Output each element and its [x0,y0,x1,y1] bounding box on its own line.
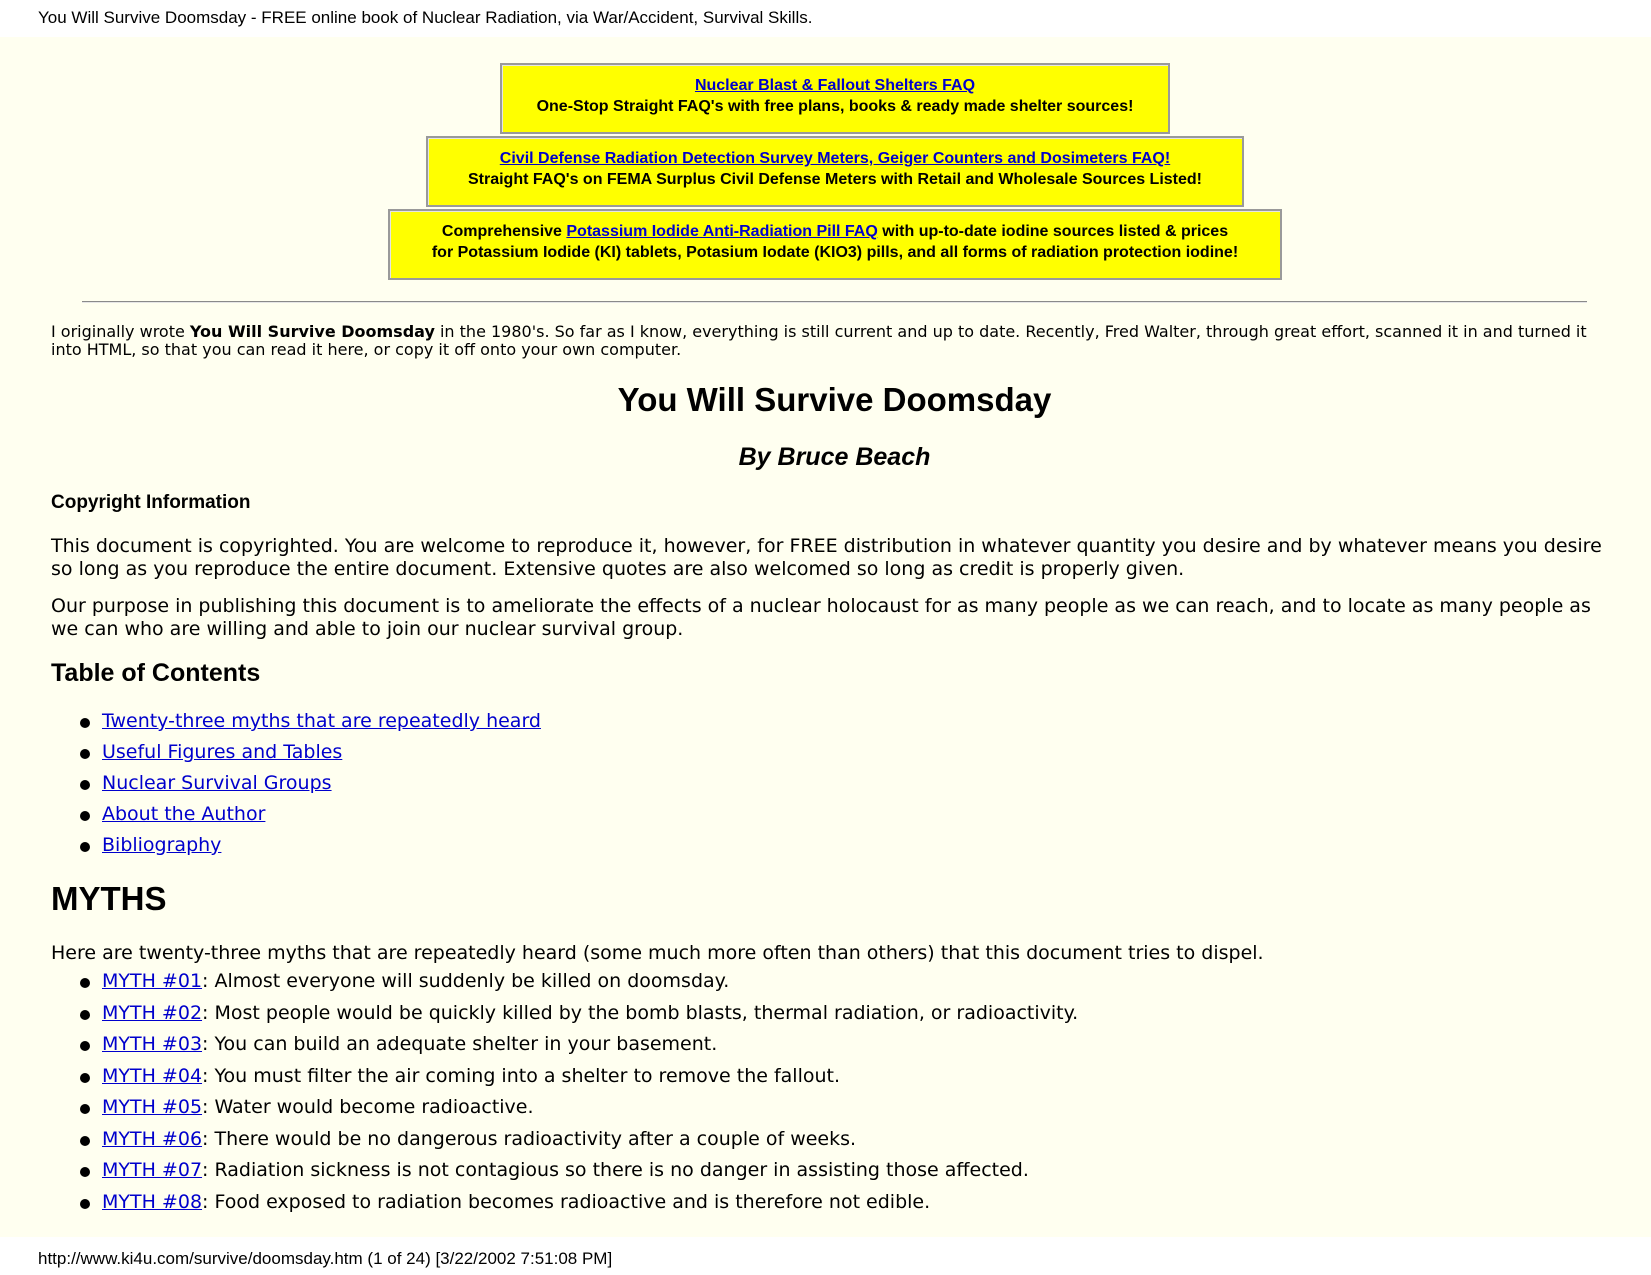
purpose-paragraph: Our purpose in publishing this document is to ameliorate the effects of a nuclear holocaust for as many people as we can reach, and to locate as many people as we can who are willing and able to join our nuclear survival group. [51,595,1591,640]
intro-post: in the 1980's. So far as I know, everything is still current and up to date. Recently, Fred Walter, through great effort, scanned it in and turned it into HTML, so that you can read it here, or copy it off onto your own computer. [51,322,1587,359]
myth-link[interactable]: MYTH #07 [102,1159,203,1181]
meters-promo-text: Straight FAQ's on FEMA Surplus Civil Defense Meters with Retail and Wholesale Sources Listed! [467,171,1202,188]
list-item [0,998,1078,1030]
bullet-icon [80,1136,90,1146]
myth-text: : Almost everyone will suddenly be killed on doomsday. [202,970,730,992]
intro-book-title: You Will Survive Doomsday [189,322,435,341]
bullet-icon [80,1010,90,1020]
meters-promo-box [426,136,1244,207]
myth-text: : Food exposed to radiation becomes radioactive and is therefore not edible. [202,1190,931,1213]
bullet-icon [80,749,90,759]
myths-list [0,966,1078,1218]
myth-link[interactable]: MYTH #01 [102,970,203,992]
toc-link-author[interactable]: About the Author [102,803,266,825]
toc-link-bibliography[interactable]: Bibliography [102,834,222,856]
shelters-promo-text: One-Stop Straight FAQ's with free plans, books & ready made shelter sources! [536,98,1134,115]
page-body [0,37,1651,1237]
myth-link[interactable]: MYTH #03 [102,1033,203,1055]
toc-list [0,706,541,861]
myth-link[interactable]: MYTH #05 [102,1096,203,1118]
myth-text: : Water would become radioactive. [202,1096,534,1118]
bullet-icon [80,1104,90,1114]
list-item [0,1124,1078,1156]
toc-link-groups[interactable]: Nuclear Survival Groups [102,772,332,794]
iodide-promo-pre: Comprehensive [441,223,567,240]
meters-faq-link[interactable]: Civil Defense Radiation Detection Survey Meters, Geiger Counters and Dosimeters FAQ! [499,150,1171,167]
page-title: You Will Survive Doomsday [617,381,1052,418]
myth-text: : Radiation sickness is not contagious so there is no danger in assisting those affected. [202,1159,1029,1181]
myth-text: : You must filter the air coming into a shelter to remove the fallout. [202,1064,841,1087]
iodide-promo-line2: for Potassium Iodide (KI) tablets, Potasium Iodate (KIO3) pills, and all forms of radiation protection iodine! [431,244,1239,261]
horizontal-rule [82,301,1587,303]
bullet-icon [80,1073,90,1083]
iodide-promo-post: with up-to-date iodine sources listed & prices [877,223,1229,240]
myth-link[interactable]: MYTH #06 [102,1127,203,1150]
intro-pre: I originally wrote [51,322,190,341]
toc-link-figures[interactable]: Useful Figures and Tables [102,741,343,763]
author-byline: By Bruce Beach [738,443,931,471]
list-item [0,799,541,830]
bullet-icon [80,1167,90,1177]
list-item [0,1029,1078,1061]
myth-text: : There would be no dangerous radioactivity after a couple of weeks. [202,1127,857,1150]
bullet-icon [80,718,90,728]
bullet-icon [80,1199,90,1209]
bullet-icon [80,780,90,790]
list-item [0,706,541,737]
myths-intro: Here are twenty-three myths that are repeatedly heard (some much more often than others) that this document tries to dispel. [51,942,1264,964]
copyright-heading: Copyright Information [51,492,251,513]
toc-heading: Table of Contents [51,659,261,687]
myths-heading: MYTHS [51,880,167,917]
copyright-paragraph: This document is copyrighted. You are welcome to reproduce it, however, for FREE distribution in whatever quantity you desire and by whatever means you desire so long as you reproduce the entire document. Extensive quotes are also welcomed so long as credit is properly given. [51,535,1602,580]
list-item [0,830,541,861]
myth-text: : Most people would be quickly killed by the bomb blasts, thermal radiation, or radioactivity. [202,1001,1079,1024]
bullet-icon [80,1041,90,1051]
iodide-faq-link[interactable]: Potassium Iodide Anti-Radiation Pill FAQ [566,223,878,240]
bullet-icon [80,978,90,988]
myth-link[interactable]: MYTH #04 [102,1064,203,1087]
print-footer: http://www.ki4u.com/survive/doomsday.htm (1 of 24) [3/22/2002 7:51:08 PM] [38,1249,613,1268]
print-header: You Will Survive Doomsday - FREE online book of Nuclear Radiation, via War/Accident, Survival Skills. [38,8,813,27]
list-item [0,1061,1078,1093]
myth-text: : You can build an adequate shelter in your basement. [202,1033,718,1055]
iodide-promo-box [388,209,1282,280]
bullet-icon [80,811,90,821]
myth-link[interactable]: MYTH #08 [102,1190,203,1213]
myth-link[interactable]: MYTH #02 [102,1001,203,1024]
intro-paragraph [51,323,1611,359]
list-item [0,966,1078,998]
list-item [0,1092,1078,1124]
shelters-faq-link[interactable]: Nuclear Blast & Fallout Shelters FAQ [694,77,976,94]
bullet-icon [80,842,90,852]
toc-link-myths[interactable]: Twenty-three myths that are repeatedly heard [102,710,541,732]
shelters-promo-box [500,63,1170,134]
list-item [0,737,541,768]
list-item [0,768,541,799]
list-item [0,1187,1078,1219]
list-item [0,1155,1078,1187]
